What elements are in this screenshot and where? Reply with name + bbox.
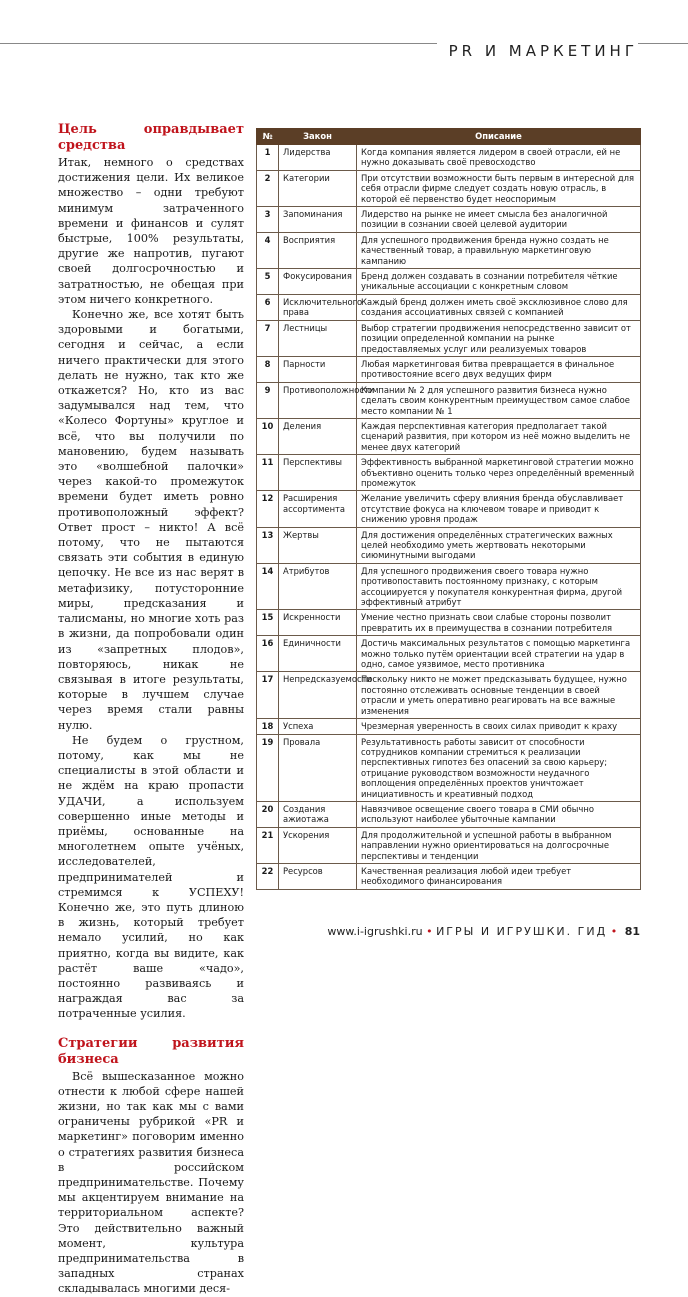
row-number: 13 bbox=[257, 527, 279, 563]
site-url: www.i-igrushki.ru bbox=[327, 925, 423, 938]
row-number: 4 bbox=[257, 232, 279, 268]
row-number: 2 bbox=[257, 170, 279, 206]
footer-dot: • bbox=[426, 925, 433, 938]
row-description: При отсутствии возможности быть первым в интересной для себя отрасли фирме следует создать новую отрасль, в которой её первенство будет неоспоримым bbox=[357, 170, 641, 206]
table-row bbox=[257, 207, 641, 233]
row-description: Компании № 2 для успешного развития бизнеса нужно сделать своим конкурентным преимуществом самое слабое место компании № 1 bbox=[357, 382, 641, 418]
table-row bbox=[257, 491, 641, 527]
row-law: Искренности bbox=[279, 610, 357, 636]
row-description: Умение честно признать свои слабые стороны позволит превратить их в преимущества в сознании потребителя bbox=[357, 610, 641, 636]
table-row bbox=[257, 734, 641, 801]
row-law: Непредсказуемости bbox=[279, 672, 357, 719]
header-law: Закон bbox=[279, 129, 357, 145]
row-law: Категории bbox=[279, 170, 357, 206]
marketing-laws-table bbox=[256, 128, 641, 890]
row-number: 20 bbox=[257, 801, 279, 827]
row-number: 17 bbox=[257, 672, 279, 719]
row-description: Достичь максимальных результатов с помощью маркетинга можно только путём ориентации всей стратегии на удар в одно, самое уязвимое, место противника bbox=[357, 636, 641, 672]
table-row bbox=[257, 145, 641, 171]
table-row bbox=[257, 610, 641, 636]
table-row bbox=[257, 294, 641, 320]
table-row bbox=[257, 636, 641, 672]
row-law: Расширения ассортимента bbox=[279, 491, 357, 527]
paragraph: Всё вышесказанное можно отнести к любой сфере нашей жизни, но так как мы с вами ограничены рубрикой «PR и маркетинг» поговорим именно о стратегиях развития бизнеса в российском предпринимательстве. Почему мы акцентируем внимание на территориальном аспекте? Это действительно важный момент, культура предпринимательства в западных странах складывалась многими деся- bbox=[58, 1069, 244, 1296]
page-header bbox=[0, 37, 688, 77]
page-number: 81 bbox=[624, 925, 640, 938]
row-law: Фокусирования bbox=[279, 269, 357, 295]
row-law: Исключительного права bbox=[279, 294, 357, 320]
table-header-row bbox=[257, 129, 641, 145]
row-number: 8 bbox=[257, 356, 279, 382]
row-number: 12 bbox=[257, 491, 279, 527]
row-number: 10 bbox=[257, 418, 279, 454]
table-row bbox=[257, 232, 641, 268]
header-number: № bbox=[257, 129, 279, 145]
laws-table-wrapper bbox=[256, 128, 640, 890]
table-body bbox=[257, 145, 641, 890]
table-row bbox=[257, 801, 641, 827]
row-description: Каждый бренд должен иметь своё эксклюзивное слово для создания ассоциативных связей с компанией bbox=[357, 294, 641, 320]
row-number: 9 bbox=[257, 382, 279, 418]
article-left-column bbox=[58, 122, 244, 1297]
table-row bbox=[257, 356, 641, 382]
row-number: 18 bbox=[257, 719, 279, 734]
row-law: Лестницы bbox=[279, 320, 357, 356]
row-law: Единичности bbox=[279, 636, 357, 672]
row-law: Парности bbox=[279, 356, 357, 382]
table-row bbox=[257, 672, 641, 719]
row-description: Поскольку никто не может предсказывать будущее, нужно постоянно отслеживать основные тенденции в своей отрасли и уметь оперативно реагировать на все важные изменения bbox=[357, 672, 641, 719]
row-law: Ускорения bbox=[279, 827, 357, 863]
row-number: 15 bbox=[257, 610, 279, 636]
row-number: 5 bbox=[257, 269, 279, 295]
row-description: Навязчивое освещение своего товара в СМИ обычно используют наиболее убыточные кампании bbox=[357, 801, 641, 827]
paragraph: Конечно же, все хотят быть здоровыми и богатыми, сегодня и сейчас, а если ничего практически для этого делать не нужно, так кто же откажется? Но, кто из вас задумывался над тем, что «Колесо Фортуны» круглое и всё, что вы получили по мановению, будем называть это «волшебной палочки» через какой-то промежуток времени будет иметь ровно противоположный эффект? Ответ прост – никто! А всё потому, что не пытаются связать эти события в единую цепочку. Не все из нас верят в метафизику, потусторонние миры, предсказания и талисманы, но многие хоть раз в жизни, да попробовали один из «запретных плодов», повторяюсь, никак не связывая в итоге результаты, которые в лучшем случае через время стали равны нулю. bbox=[58, 308, 244, 732]
row-description: Для успешного продвижения бренда нужно создать не качественный товар, а правильную маркетинговую кампанию bbox=[357, 232, 641, 268]
row-law: Лидерства bbox=[279, 145, 357, 171]
table-row bbox=[257, 455, 641, 491]
row-description: Эффективность выбранной маркетинговой стратегии можно объективно оценить только через определённый временный промежуток bbox=[357, 455, 641, 491]
row-law: Деления bbox=[279, 418, 357, 454]
row-number: 19 bbox=[257, 734, 279, 801]
row-number: 16 bbox=[257, 636, 279, 672]
paragraph: Не будем о грустном, потому, как мы не специалисты в этой области и не ждём на краю пропасти УДАЧИ, а используем совершенно иные методы и приёмы, основанные на многолетнем опыте учёных, исследователей, предпринимателей и стремимся к УСПЕХУ! Конечно же, это путь длиною в жизнь, который требует немало усилий, но как приятно, когда вы видите, как растёт ваше «чадо», постоянно развиваясь и награждая вас за потраченные усилия. bbox=[58, 733, 244, 1021]
table-row bbox=[257, 170, 641, 206]
row-law: Ресурсов bbox=[279, 863, 357, 889]
footer-dot-2: • bbox=[610, 925, 618, 938]
row-law: Провала bbox=[279, 734, 357, 801]
row-description: Желание увеличить сферу влияния бренда обуславливает отсутствие фокуса на ключевом товаре и приводит к снижению уровня продаж bbox=[357, 491, 641, 527]
header-description: Описание bbox=[357, 129, 641, 145]
table-row bbox=[257, 563, 641, 610]
row-law: Восприятия bbox=[279, 232, 357, 268]
table-row bbox=[257, 863, 641, 889]
row-description: Когда компания является лидером в своей отрасли, ей не нужно доказывать своё превосходство bbox=[357, 145, 641, 171]
row-law: Перспективы bbox=[279, 455, 357, 491]
row-description: Для успешного продвижения своего товара нужно противопоставить постоянному признаку, с которым ассоциируется у покупателя конкурентная фирма, другой эффективный атрибут bbox=[357, 563, 641, 610]
row-description: Для продолжительной и успешной работы в выбранном направлении нужно ориентироваться на долгосрочные перспективы и тенденции bbox=[357, 827, 641, 863]
row-number: 6 bbox=[257, 294, 279, 320]
row-law: Запоминания bbox=[279, 207, 357, 233]
table-row bbox=[257, 527, 641, 563]
row-description: Качественная реализация любой идеи требует необходимого финансирования bbox=[357, 863, 641, 889]
row-number: 14 bbox=[257, 563, 279, 610]
heading-business-strategies: Стратегии развития бизнеса bbox=[58, 1035, 244, 1067]
table-row bbox=[257, 719, 641, 734]
table-row bbox=[257, 269, 641, 295]
table-row bbox=[257, 320, 641, 356]
row-description: Бренд должен создавать в сознании потребителя чёткие уникальные ассоциации с конкретным словом bbox=[357, 269, 641, 295]
row-number: 22 bbox=[257, 863, 279, 889]
row-number: 7 bbox=[257, 320, 279, 356]
table-row bbox=[257, 382, 641, 418]
row-number: 3 bbox=[257, 207, 279, 233]
row-number: 1 bbox=[257, 145, 279, 171]
table-row bbox=[257, 827, 641, 863]
row-description: Каждая перспективная категория предполагает такой сценарий развития, при котором из неё можно выделить не менее двух категорий bbox=[357, 418, 641, 454]
row-law: Успеха bbox=[279, 719, 357, 734]
row-description: Лидерство на рынке не имеет смысла без аналогичной позиции в сознании своей целевой аудитории bbox=[357, 207, 641, 233]
row-description: Для достижения определённых стратегических важных целей необходимо уметь жертвовать некоторыми сиюминутными выгодами bbox=[357, 527, 641, 563]
paragraph: Итак, немного о средствах достижения цели. Их великое множество – одни требуют минимум затраченного времени и финансов и сулят быстрые, 100% результаты, другие же напротив, пугают своей долгосрочностью и затратностью, не обещая при этом ничего конкретного. bbox=[58, 156, 244, 306]
page-footer bbox=[327, 925, 640, 938]
row-number: 21 bbox=[257, 827, 279, 863]
row-law: Создания ажиотажа bbox=[279, 801, 357, 827]
row-description: Чрезмерная уверенность в своих силах приводит к краху bbox=[357, 719, 641, 734]
heading-goal-justifies-means: Цель оправдывает средства bbox=[58, 122, 244, 153]
row-description: Результативность работы зависит от способности сотрудников компании стремиться к реализации перспективных гипотез без опасений за свою карьеру; отрицание руководством возможности неудачного воплощения определённых проектов уничтожает инициативность и креативный подход bbox=[357, 734, 641, 801]
magazine-brand: ИГРЫ И ИГРУШКИ. ГИД bbox=[436, 925, 608, 938]
section-title: PR И МАРКЕТИНГ bbox=[437, 42, 638, 60]
row-description: Выбор стратегии продвижения непосредственно зависит от позиции определенной компании на рынке предоставляемых услуг или реализуемых товаров bbox=[357, 320, 641, 356]
row-law: Противоположности bbox=[279, 382, 357, 418]
row-law: Атрибутов bbox=[279, 563, 357, 610]
table-row bbox=[257, 418, 641, 454]
row-description: Любая маркетинговая битва превращается в финальное противостояние всего двух ведущих фирм bbox=[357, 356, 641, 382]
row-law: Жертвы bbox=[279, 527, 357, 563]
row-number: 11 bbox=[257, 455, 279, 491]
